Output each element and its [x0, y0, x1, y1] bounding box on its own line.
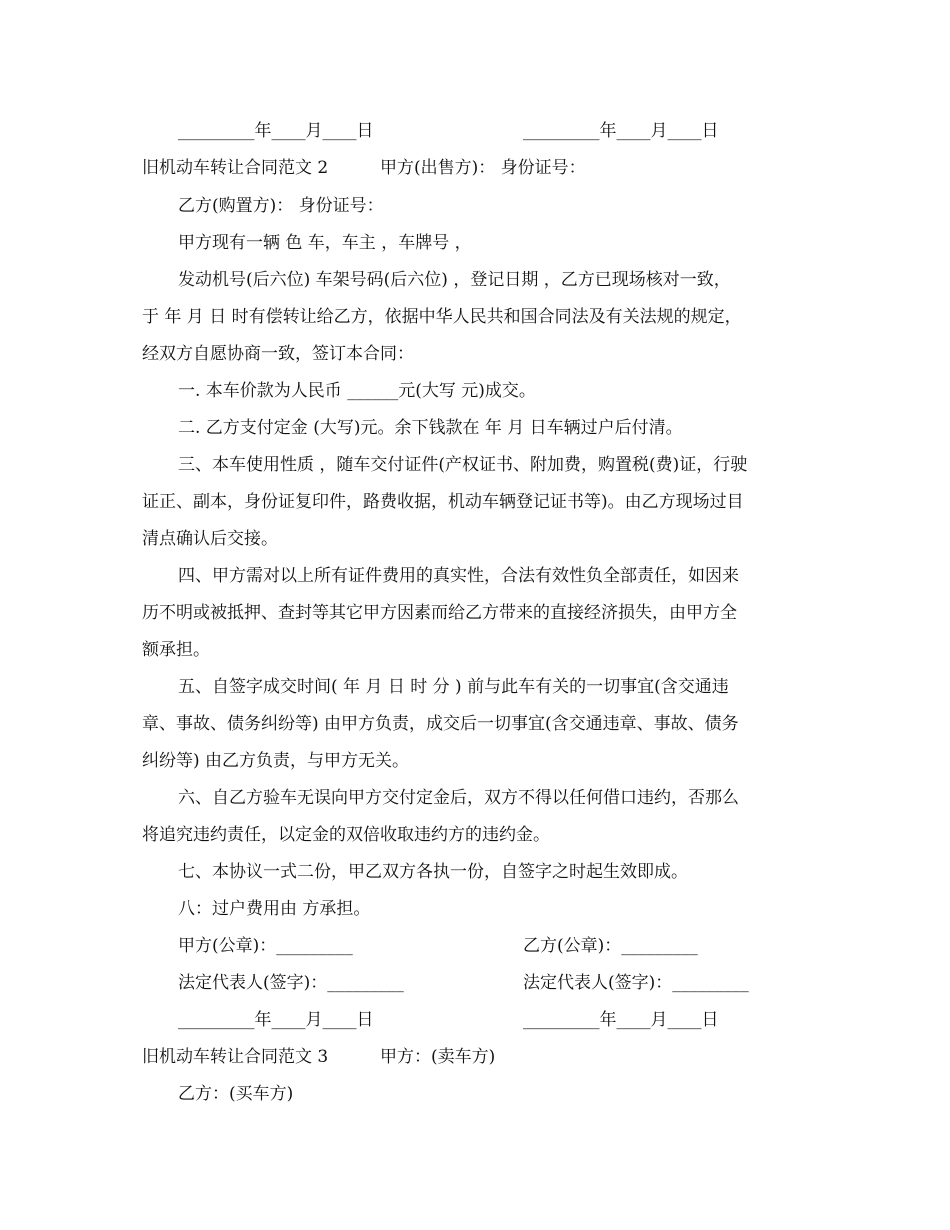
party-a-seal: 甲方(公章)：_________ — [178, 936, 353, 956]
party-a-line: 甲方(出售方)： 身份证号： — [380, 158, 586, 178]
clause-4-line-3: 额承担。 — [142, 640, 210, 660]
party-b-seal: 乙方(公章)：_________ — [523, 936, 698, 956]
clause-1: 一. 本车价款为人民币 ______元(大写 元)成交。 — [178, 381, 536, 401]
clause-3-line-2: 证正、副本，身份证复印件，路费收据，机动车辆登记证书等)。由乙方现场过目 — [142, 492, 744, 512]
clause-6-line-1: 六、自乙方验车无误向甲方交付定金后，双方不得以任何借口违约，否那么 — [178, 788, 739, 808]
clause-5-line-2: 章、事故、债务纠纷等) 由甲方负责，成交后一切事宜(含交通违章、事故、债务 — [142, 714, 739, 734]
contract-2-heading: 旧机动车转让合同范文 2 — [142, 158, 329, 178]
clause-3-line-3: 清点确认后交接。 — [142, 529, 278, 549]
party-b-line: 乙方(购置方)： 身份证号： — [178, 196, 384, 216]
vehicle-detail-line-1: 发动机号(后六位) 车架号码(后六位) ，登记日期 ，乙方已现场核对一致， — [178, 270, 731, 290]
date-line-right: _________年____月____日 — [523, 121, 719, 141]
date-line-left: _________年____月____日 — [178, 121, 374, 141]
clause-4-line-2: 历不明或被抵押、查封等其它甲方因素而给乙方带来的直接经济损失，由甲方全 — [142, 603, 737, 623]
clause-4-line-1: 四、甲方需对以上所有证件费用的真实性，合法有效性负全部责任，如因来 — [178, 566, 739, 586]
signing-date-right: _________年____月____日 — [523, 1010, 719, 1030]
party-b-representative: 法定代表人(签字)：_________ — [523, 973, 749, 993]
contract-3-heading: 旧机动车转让合同范文 3 — [142, 1047, 329, 1067]
clause-8: 八：过户费用由 方承担。 — [178, 899, 371, 919]
vehicle-detail-line-3: 经双方自愿协商一致，签订本合同： — [142, 344, 414, 364]
clause-5-line-1: 五、自签字成交时间( 年 月 日 时 分 ) 前与此车有关的一切事宜(含交通违 — [178, 677, 729, 697]
clause-7: 七、本协议一式二份，甲乙双方各执一份，自签字之时起生效即成。 — [178, 862, 688, 882]
vehicle-intro: 甲方现有一辆 色 车，车主 ，车牌号 ， — [178, 233, 472, 253]
clause-2: 二. 乙方支付定金 (大写)元。余下钱款在 年 月 日车辆过户后付清。 — [178, 418, 683, 438]
clause-3-line-1: 三、本车使用性质 ，随车交付证件(产权证书、附加费，购置税(费)证，行驶 — [178, 455, 748, 475]
contract-3-party-a: 甲方：(卖车方) — [380, 1047, 496, 1067]
party-a-representative: 法定代表人(签字)：_________ — [178, 973, 404, 993]
clause-5-line-3: 纠纷等) 由乙方负责，与甲方无关。 — [142, 751, 410, 771]
contract-3-party-b: 乙方：(买车方) — [178, 1084, 294, 1104]
clause-6-line-2: 将追究违约责任，以定金的双倍收取违约方的违约金。 — [142, 825, 550, 845]
signing-date-left: _________年____月____日 — [178, 1010, 374, 1030]
vehicle-detail-line-2: 于 年 月 日 时有偿转让给乙方，依据中华人民共和国合同法及有关法规的规定， — [142, 307, 742, 327]
